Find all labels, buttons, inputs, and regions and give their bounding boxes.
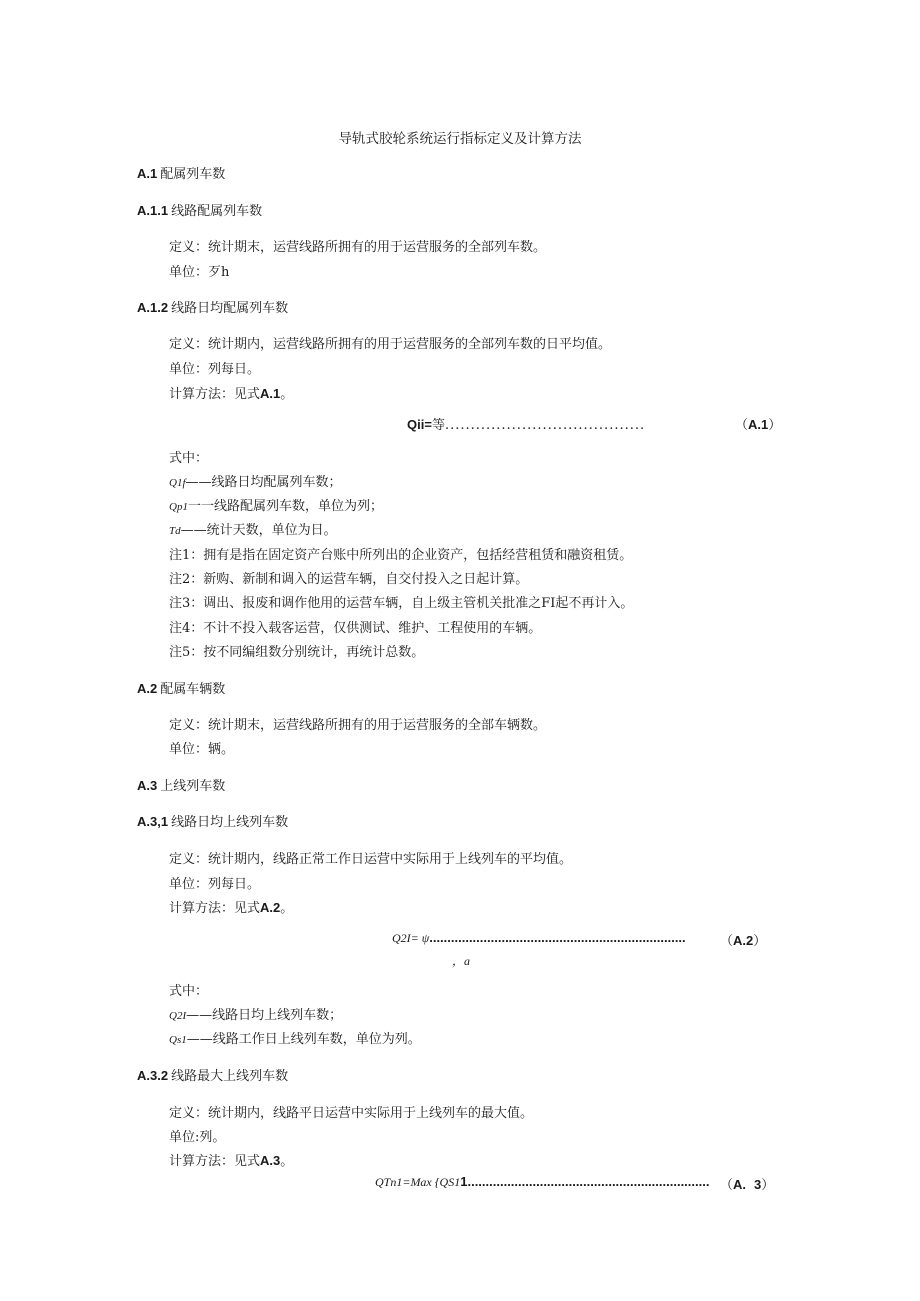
a32-unit: 单位:列。 [169,1130,226,1145]
section-number: A.2 [137,681,158,696]
section-number: A.3 [137,778,158,793]
variable-text: 一一线路配属列车数，单位为列； [187,499,383,514]
variable-symbol: Q1f [169,477,186,489]
formula-a2-label [720,930,766,949]
section-text: 配属车辆数 [160,682,226,697]
variable-symbol: Qs1 [169,1034,187,1046]
where-label: 式中： [169,451,209,466]
formula-lhs: Q2I= ψ [392,931,430,945]
formula-a1 [407,414,645,433]
calc-prefix: 计算方法：见式 [169,387,261,402]
calc-prefix: 计算方法：见式 [169,1154,261,1169]
note-4: 注4：不计不投入载客运营，仅供测试、维护、工程使用的车辆。 [169,621,542,636]
section-number: A.3,1 [137,814,169,829]
label-text: A.2 [733,933,754,948]
formula-leader-dots: ................................................................... [467,1174,710,1189]
formula-rhs: 等 [431,418,445,433]
section-heading-a11 [137,200,262,219]
a11-unit: 单位：歹h [169,265,230,280]
formula-a3 [375,1174,709,1190]
a31-calc-method [169,897,293,916]
a2-unit: 单位：辆。 [169,742,235,757]
section-number: A.1 [137,166,158,181]
formula-a1-label [735,414,781,433]
page-title: 导轨式胶轮系统运行指标定义及计算方法 [338,131,582,147]
section-heading-a31 [137,811,288,830]
variable-text: ——统计天数，单位为日。 [180,523,337,538]
formula-lhs: Qii= [407,417,432,432]
formula-ref: A.1 [260,386,281,401]
label-close: ） [761,1178,775,1193]
label-text-2: 3 [754,1177,762,1192]
note-5: 注5：按不同编组数分别统计，再统计总数。 [169,645,425,660]
section-heading-a3 [137,775,225,794]
calc-prefix: 计算方法：见式 [169,901,261,916]
variable-text: ——线路工作日上线列车数，单位为列。 [186,1032,421,1047]
label-text: A. [733,1177,747,1192]
formula-ref: A.2 [260,900,281,915]
section-number: A.1.2 [137,300,169,315]
label-open: （ [735,418,749,433]
variable-symbol: Qp1 [169,501,188,513]
variable-symbol: Td [169,525,181,537]
section-text: 线路日均上线列车数 [171,815,289,830]
formula-ref: A.3 [260,1153,281,1168]
formula-lhs: QTn1=Max {QS1 [375,1175,461,1189]
label-text: A.1 [748,417,769,432]
a31-definition: 定义：统计期内，线路正常工作日运营中实际用于上线列车的平均值。 [169,852,573,867]
a2-definition: 定义：统计期末，运营线路所拥有的用于运营服务的全部车辆数。 [169,718,547,733]
variable-text: ——线路日均上线列车数； [186,1008,343,1023]
formula-a3-label [720,1174,774,1193]
calc-suffix: 。 [280,1154,294,1169]
section-text: 上线列车数 [160,779,226,794]
formula-a2-subscript: ，a [452,954,471,968]
section-heading-a1 [137,163,225,182]
formula-a2 [392,930,686,946]
formula-bold-one: 1 [460,1174,468,1189]
formula-leader-dots: ....................................... [444,418,646,433]
section-heading-a12 [137,297,288,316]
calc-suffix: 。 [280,901,294,916]
variable-text: ——线路日均配属列车数； [185,475,342,490]
variable-symbol: Q2I [169,1010,187,1022]
section-text: 线路配属列车数 [171,204,263,219]
a11-definition: 定义：统计期末，运营线路所拥有的用于运营服务的全部列车数。 [169,240,547,255]
note-1: 注1：拥有是指在固定资产台账中所列出的企业资产，包括经营租赁和融资租赁。 [169,548,633,563]
note-3: 注3：调出、报废和调作他用的运营车辆，自上级主管机关批准之FI起不再计入。 [169,596,634,611]
section-text: 线路最大上线列车数 [171,1069,289,1084]
label-open: （ [720,1178,734,1193]
a31-unit: 单位：列每日。 [169,877,261,892]
label-close: ） [753,934,767,949]
calc-suffix: 。 [280,387,294,402]
a12-unit: 单位：列每日。 [169,362,261,377]
section-text: 配属列车数 [160,167,226,182]
note-2: 注2：新购、新制和调入的运营车辆，自交付投入之日起计算。 [169,572,529,587]
formula-leader-dots: ....................................................................... [429,930,686,945]
section-heading-a32 [137,1065,288,1084]
section-text: 线路日均配属列车数 [171,301,289,316]
variable-def [169,471,342,490]
a12-definition: 定义：统计期内，运营线路所拥有的用于运营服务的全部列车数的日平均值。 [169,337,612,352]
a32-calc-method [169,1150,293,1169]
section-heading-a2 [137,678,225,697]
a32-definition: 定义：统计期内，线路平日运营中实际用于上线列车的最大值。 [169,1106,534,1121]
section-number: A.1.1 [137,203,169,218]
label-close: ） [768,418,782,433]
a12-calc-method [169,383,293,402]
variable-def [169,1028,421,1047]
label-open: （ [720,934,734,949]
variable-def [169,1004,342,1023]
variable-def [169,519,337,538]
variable-def [169,495,383,514]
section-number: A.3.2 [137,1068,169,1083]
where-label: 式中： [169,984,209,999]
